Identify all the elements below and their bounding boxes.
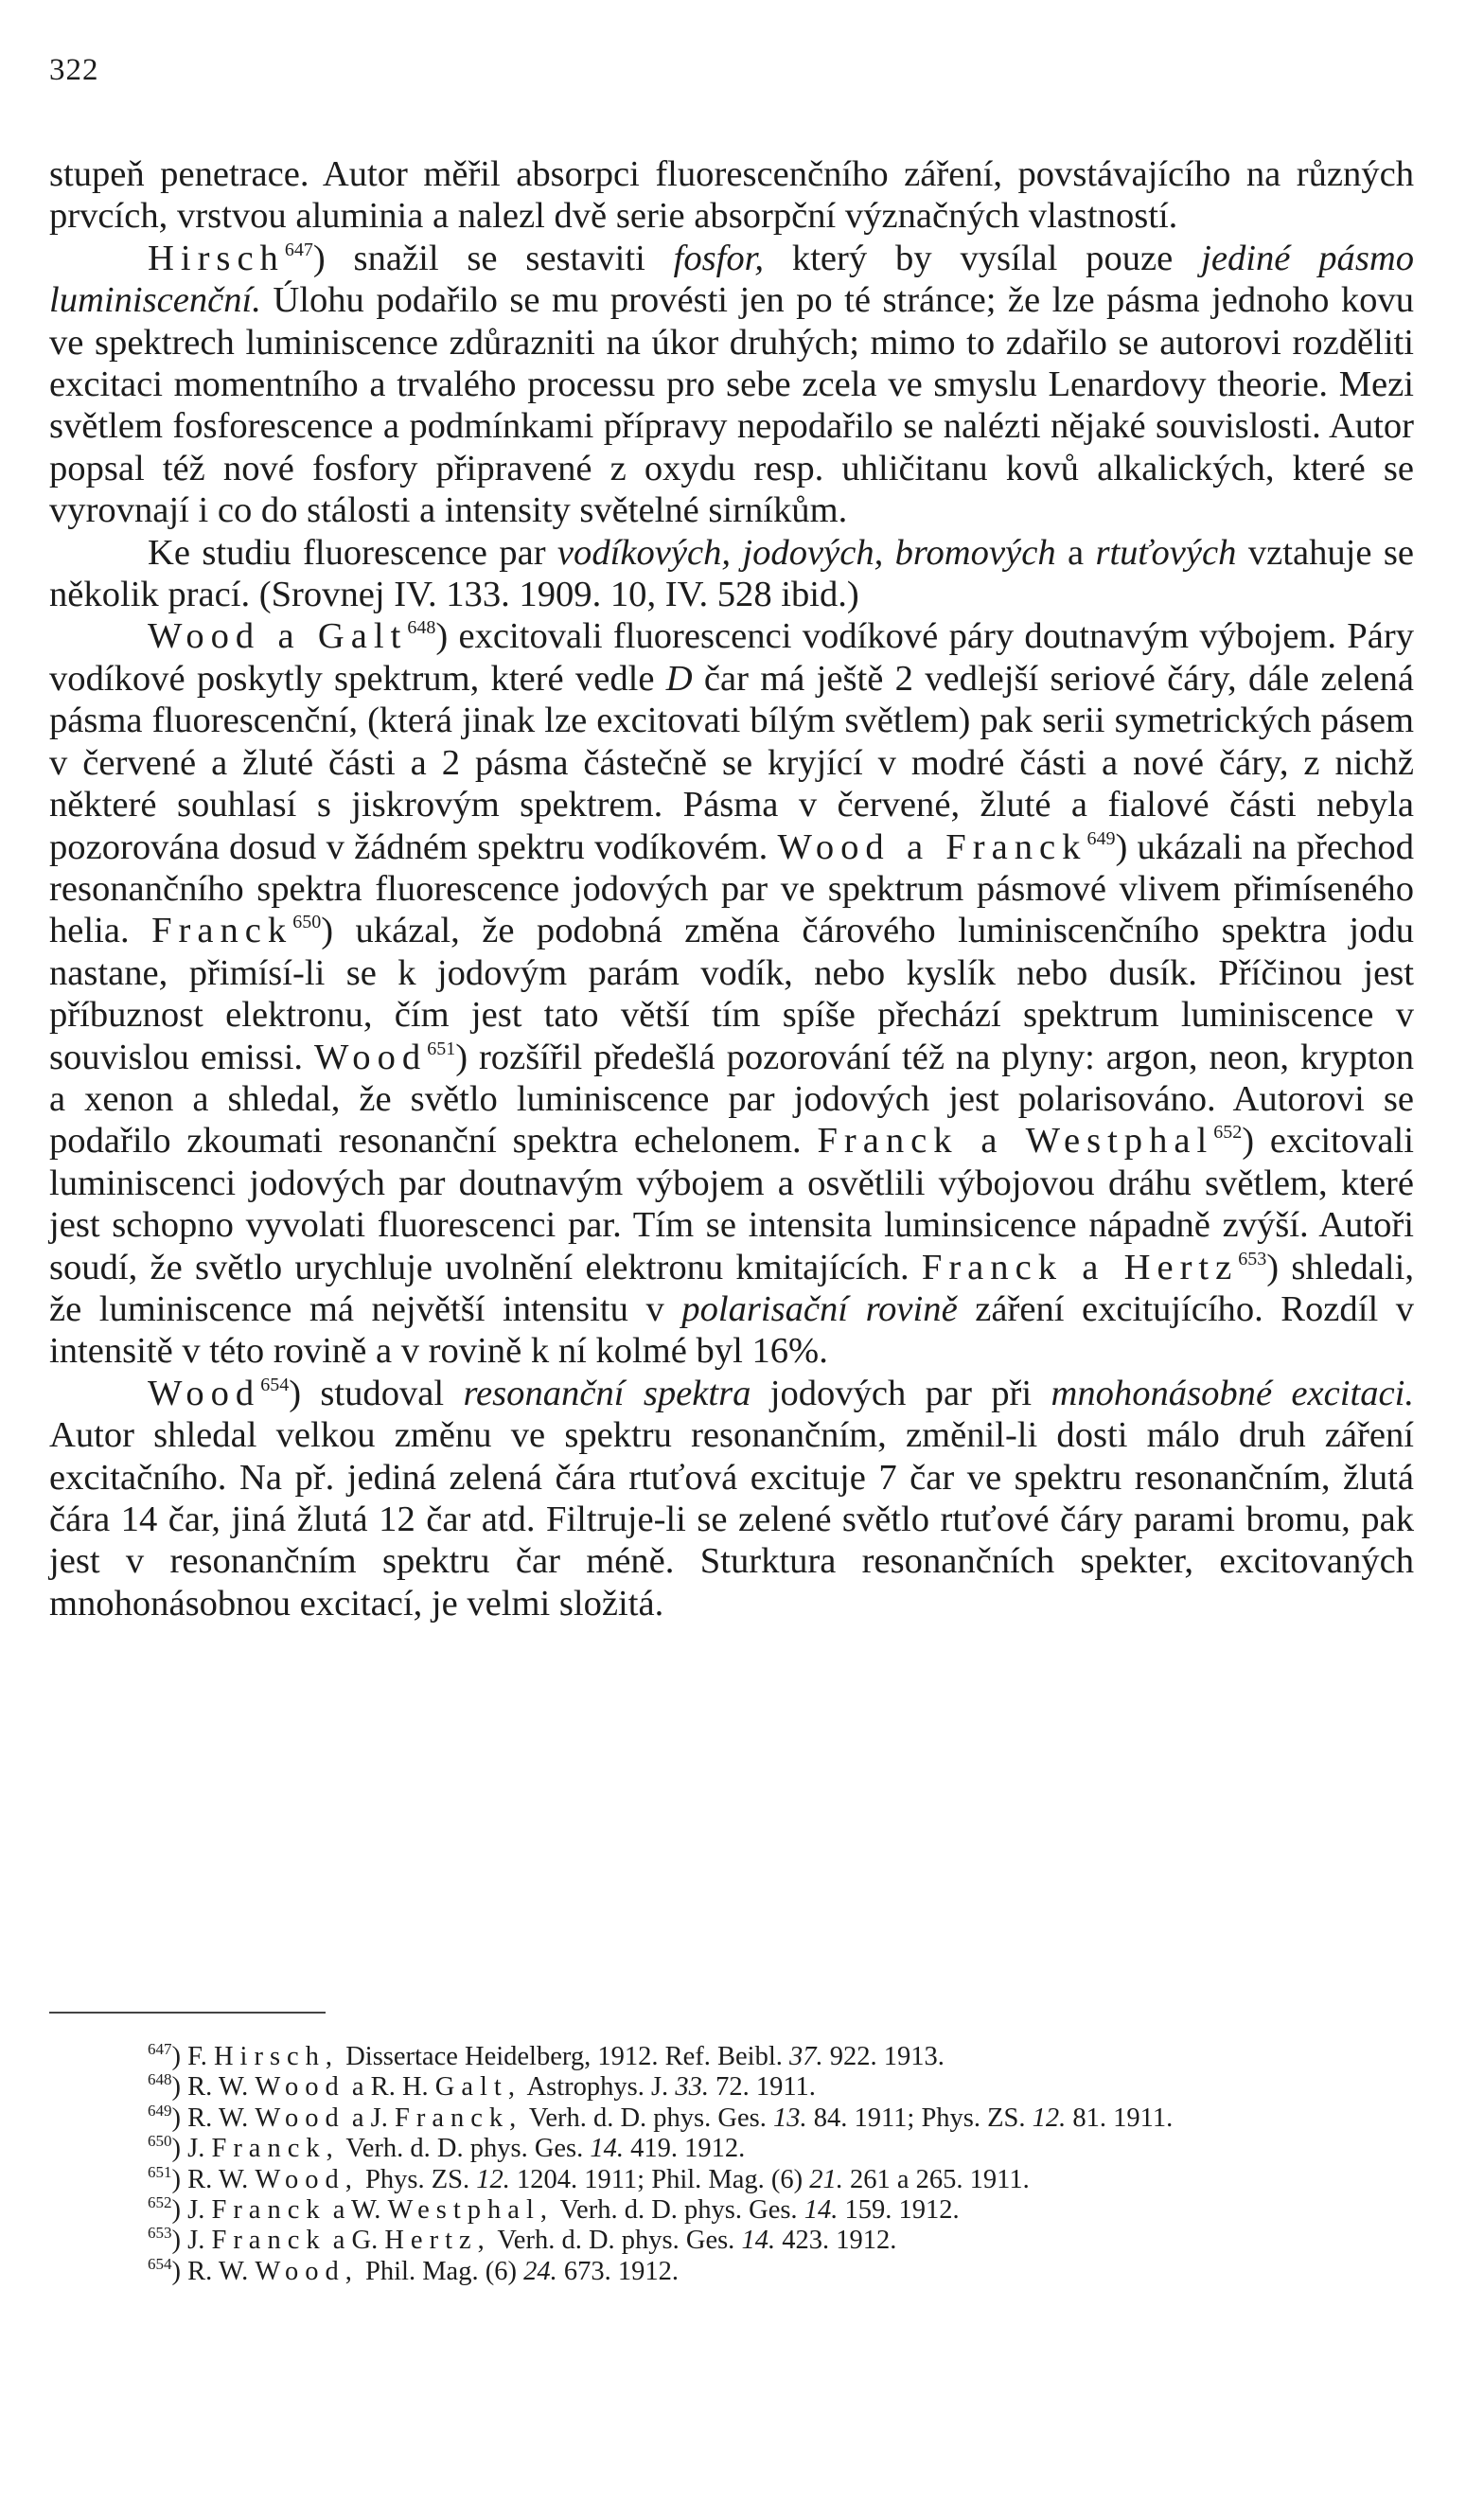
footnote-marker: ) — [171, 2134, 188, 2164]
emphasis-text: vodíkových, jodových, bromových — [556, 532, 1056, 573]
emphasis-text: 14. — [804, 2195, 839, 2226]
emphasis-text: D — [665, 658, 693, 699]
emphasis-text: 21. — [809, 2164, 843, 2194]
text-run: a G. — [326, 2226, 385, 2256]
text-run: Ke studiu fluorescence par — [148, 532, 557, 573]
text-run: R. W. — [187, 2103, 256, 2133]
author-name: Wood — [313, 1037, 428, 1077]
text-run: 72. 1911. — [708, 2072, 816, 2103]
author-name: Franck, — [395, 2103, 523, 2133]
text-run: Dissertace Heidelberg, 1912. Ref. Beibl. — [339, 2042, 789, 2071]
text-run: 159. 1912. — [838, 2195, 960, 2226]
paragraph — [49, 1373, 1414, 1624]
footnote — [49, 2226, 1414, 2256]
text-run: čar má ještě 2 vedlejší seriové čáry, dále zelená pásma fluorescenční, (která jinak lze excitovati bílým světlem) pak serii symetrických pásem v červené a žluté části a 2 pásma částečně se kryjící v modré části a nové čáry, z nichž některé souhlasí s jiskrovým spektrem. Pásma v červené, žluté a fialové části nebyla pozorována dosud v žádném spektru vodíkovém. — [49, 658, 1414, 867]
footnote-reference: 650 — [292, 912, 322, 933]
text-run: Autor shledal velkou změnu ve spektru resonančním, změnil-li dosti málo druh záření excitačního. Na př. jediná zelená čára rtuťová excituje 7 čar ve spektru resonančním, žlutá čára 14 čar, jiná žlutá 12 čar atd. Filtruje-li se zelené světlo rtuťové čáry parami bromu, pak jest v resonančním spektru čar méně. Sturktura resonančních spekter, excitovaných mnohonásobnou excitací, je velmi složitá. — [49, 1415, 1414, 1624]
text-run: jodových par při — [751, 1373, 1051, 1413]
author-name: Wood — [255, 2072, 345, 2103]
footnote-marker: ) — [171, 2256, 188, 2286]
paragraph — [49, 615, 1414, 1372]
footnote-number: 647 — [148, 2040, 172, 2058]
footnote-marker: ) — [171, 2195, 188, 2226]
text-run: Verh. d. D. phys. Ges. — [490, 2226, 742, 2256]
author-name: Hirsch, — [213, 2042, 340, 2071]
emphasis-text: 12. — [1032, 2103, 1067, 2133]
author-name: Wood a Franck — [777, 826, 1087, 867]
footnote-reference: 653 — [1238, 1248, 1267, 1269]
footnote-reference: 647 — [284, 239, 313, 260]
footnote-reference: 654 — [260, 1374, 290, 1395]
emphasis-text: 37. — [789, 2042, 823, 2071]
emphasis-text: jediné pásmo luminiscenční. — [49, 238, 1414, 321]
text-run: Verh. d. D. phys. Ges. — [339, 2134, 591, 2164]
author-name: Franck — [151, 911, 293, 951]
text-run: J. — [187, 2134, 212, 2164]
footnote-number: 648 — [148, 2070, 172, 2089]
text-run: ) snažil se sestaviti — [312, 238, 674, 278]
footnote — [49, 2195, 1414, 2226]
footnote — [49, 2042, 1414, 2072]
text-run: ) excitovali luminiscenci jodových par doutnavým výbojem a osvětlili výbojovou dráhu světlem, které jest schopno vyvolati fluorescenci par. Tím se intensita luminsicence nápadně zvýší. Autoři soudí, že světlo urychluje uvolnění elektronu kmitajících. — [49, 1121, 1414, 1287]
footnote-number: 652 — [148, 2193, 172, 2212]
text-run: Úlohu podařilo se mu provésti jen po té stránce; že lze pásma jednoho kovu ve spektrech luminiscence zdůrazniti na úkor druhých; mimo to zdařilo se autorovi rozděliti excitaci momentního a trvalého processu pro sebe zcela ve smyslu Lenardovy theorie. Mezi světlem fosforescence a podmínkami přípravy nepodařilo se nalézti nějaké souvislosti. Autor popsal též nové fosfory připravené z oxydu resp. uhličitanu kovů alkalických, které se vyrovnají i co do stálosti a intensity světelné sirníkům. — [49, 280, 1414, 531]
footnote — [49, 2103, 1414, 2134]
text-run: 922. 1913. — [822, 2042, 945, 2071]
text-run: R. W. — [187, 2072, 256, 2103]
footnote-reference: 649 — [1086, 827, 1116, 849]
footnotes — [49, 2042, 1414, 2287]
text-run: 673. 1912. — [556, 2256, 679, 2286]
text-run: vztahuje se několik prací. (Srovnej IV. 133. 1909. 10, IV. 528 ibid.) — [49, 532, 1414, 615]
emphasis-text: 33. — [675, 2072, 709, 2103]
text-run: ) ukázal, že podobná změna čárového luminiscenčního spektra jodu nastane, přimísí-li se k jodovým parám vodík, nebo kyslík nebo dusík. Příčinou jest příbuznost elektronu, čím jest tato větší tím spíše přechází spektrum luminiscence v souvislou emissi. — [49, 911, 1414, 1077]
text-run: 1204. 1911; Phil. Mag. (6) — [509, 2164, 810, 2194]
footnote-reference: 651 — [427, 1038, 456, 1059]
emphasis-text: polarisační rovině — [681, 1288, 958, 1329]
author-name: Franck a Hertz — [921, 1247, 1239, 1287]
footnote-separator — [49, 2012, 326, 2014]
text-run: R. W. — [187, 2256, 256, 2286]
text-run: a R. H. — [344, 2072, 435, 2103]
text-run: Verh. d. D. phys. Ges. — [554, 2195, 804, 2226]
text-run: F. — [187, 2042, 214, 2071]
text-run: a J. — [344, 2103, 396, 2133]
text-run: ) excitovali fluorescenci vodíkové páry doutnavým výbojem. Páry vodíkové poskytly spektrum, které vedle — [49, 616, 1414, 699]
footnote — [49, 2162, 1414, 2195]
footnote-number: 654 — [148, 2254, 172, 2273]
emphasis-text: rtuťových — [1095, 532, 1237, 573]
author-name: Hirsch — [148, 238, 285, 278]
author-name: Wood, — [255, 2164, 359, 2194]
text-run: J. — [187, 2226, 212, 2256]
text-run: R. W. — [187, 2164, 256, 2194]
author-name: Franck, — [211, 2134, 340, 2164]
body-text — [49, 153, 1414, 1624]
author-name: Hertz, — [384, 2226, 491, 2256]
footnote-number: 651 — [148, 2162, 172, 2181]
footnote-marker: ) — [171, 2072, 188, 2103]
footnote-reference: 652 — [1213, 1122, 1243, 1144]
author-name: Wood — [255, 2103, 345, 2133]
text-run: záření excitujícího. Rozdíl v intensitě v této rovině a v rovině k ní kolmé byl 16%. — [49, 1288, 1414, 1372]
paragraph — [49, 532, 1414, 616]
author-name: Wood a Galt — [148, 616, 408, 657]
text-run: ) shledali, že luminiscence má největší intensitu v — [49, 1247, 1415, 1329]
text-run: 84. 1911; Phys. ZS. — [806, 2103, 1033, 2133]
author-name: Franck — [211, 2226, 327, 2256]
text-run: 261 a 265. 1911. — [842, 2164, 1030, 2194]
text-run: a W. — [326, 2195, 388, 2226]
emphasis-text: fosfor, — [673, 238, 765, 278]
footnote-marker: ) — [171, 2164, 188, 2194]
footnote-number: 649 — [148, 2101, 172, 2120]
text-run: Phil. Mag. (6) — [358, 2256, 524, 2286]
footnote-number: 650 — [148, 2132, 172, 2151]
emphasis-text: resonanční spektra — [463, 1373, 751, 1413]
author-name: Franck a Westphal — [817, 1121, 1214, 1162]
footnote-marker: ) — [171, 2226, 188, 2256]
paragraph — [49, 238, 1414, 532]
text-run: ) ukázali na přechod resonančního spektra fluorescence jodových par ve spektrum pásmové vlivem přimíseného helia. — [49, 826, 1415, 951]
text-run: a — [1055, 532, 1096, 573]
text-run: 419. 1912. — [624, 2134, 746, 2164]
text-run: Phys. ZS. — [358, 2164, 477, 2194]
author-name: Westphal, — [387, 2195, 555, 2226]
page-number: 322 — [49, 53, 99, 87]
emphasis-text: 14. — [741, 2226, 776, 2256]
emphasis-text: 24. — [523, 2256, 557, 2286]
footnote — [49, 2254, 1414, 2287]
text-run: Astrophys. J. — [521, 2072, 676, 2103]
footnote-reference: 648 — [407, 617, 436, 639]
emphasis-text: 12. — [476, 2164, 510, 2194]
paragraph — [49, 153, 1414, 238]
footnote — [49, 2134, 1414, 2164]
text-run: 81. 1911. — [1066, 2103, 1174, 2133]
emphasis-text: 13. — [772, 2103, 807, 2133]
text-run: ) studoval — [289, 1373, 464, 1413]
footnote-marker: ) — [171, 2042, 188, 2071]
text-run: stupeň penetrace. Autor měřil absorpci fluorescenčního záření, povstávajícího na různých prvcích, vrstvou aluminia a nalezl dvě serie absorpční význačných vlastností. — [49, 154, 1414, 237]
text-run: Verh. d. D. phys. Ges. — [522, 2103, 773, 2133]
emphasis-text: 14. — [590, 2134, 625, 2164]
footnote — [49, 2072, 1414, 2103]
text-run: který by vysílal pouze — [764, 238, 1202, 278]
author-name: Galt, — [434, 2072, 521, 2103]
text-run: J. — [187, 2195, 212, 2226]
author-name: Wood, — [255, 2256, 359, 2286]
text-run: 423. 1912. — [775, 2226, 897, 2256]
emphasis-text: mnohonásobné excitaci. — [1051, 1373, 1414, 1413]
text-run: ) rozšířil předešlá pozorování též na plyny: argon, neon, krypton a xenon a shledal, že světlo luminiscence par jodových jest polarisováno. Autorovi se podařilo zkoumati resonanční spektra echelonem. — [49, 1037, 1415, 1162]
footnote-number: 653 — [148, 2224, 172, 2243]
author-name: Franck — [211, 2195, 327, 2226]
footnote-marker: ) — [171, 2103, 188, 2133]
author-name: Wood — [148, 1373, 261, 1413]
